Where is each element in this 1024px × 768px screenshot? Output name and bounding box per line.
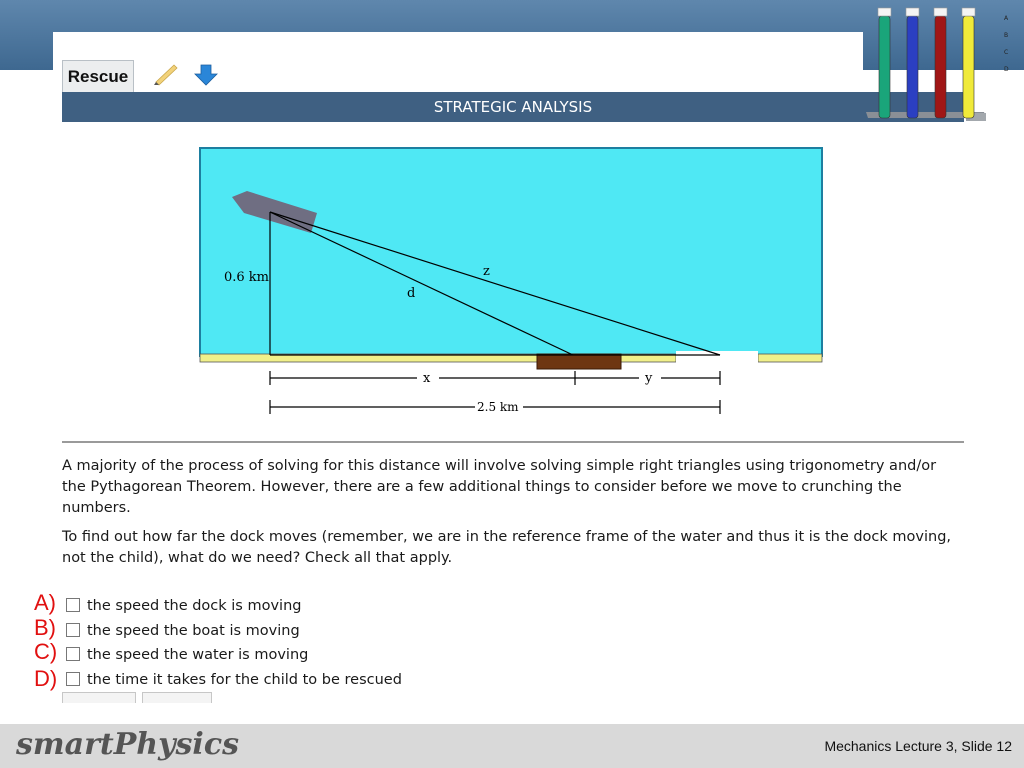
arrow-down-icon[interactable] [193,62,219,88]
tube-cap-b [906,8,919,16]
progress-tubes [866,0,1024,125]
slide-info: Mechanics Lecture 3, Slide 12 [824,738,1012,754]
d-label: d [407,286,416,301]
page-title: STRATEGIC ANALYSIS [62,92,964,122]
water-area [200,148,822,356]
option-a-text[interactable]: the speed the dock is moving [87,598,302,614]
z-label: z [483,264,490,279]
smartphysics-logo: smartPhysics [16,727,239,762]
option-b-text[interactable]: the speed the boat is moving [87,623,300,639]
option-b-letter: B) [34,615,56,640]
rescue-diagram [199,147,825,419]
option-c-checkbox[interactable] [66,647,80,661]
paragraph-question: To find out how far the dock moves (remember, we are in the reference frame of the water and thus it is the dock moving, not the child), what do we need? Check all that apply. [62,529,952,566]
tube-cap-c [934,8,947,16]
tube-label-c: C [1004,49,1009,56]
gap-white [676,351,758,363]
tube-labels [1004,10,1009,78]
option-b-checkbox[interactable] [66,623,80,637]
divider [62,441,964,443]
option-d-checkbox[interactable] [66,672,80,686]
submit-button[interactable] [62,692,136,703]
height-label: 0.6 km [224,270,270,285]
option-d-text[interactable]: the time it takes for the child to be rescued [87,672,402,688]
option-a-letter: A) [34,590,56,615]
tube-label-b: B [1004,32,1009,39]
option-c-text[interactable]: the speed the water is moving [87,647,309,663]
option-a-checkbox[interactable] [66,598,80,612]
total-label: 2.5 km [477,400,519,414]
pencil-icon[interactable] [152,62,180,86]
tab-rescue[interactable]: Rescue [62,60,134,92]
x-label: x [423,371,431,386]
paragraph-intro: A majority of the process of solving for this distance will involve solving simple right triangles using trigonometry and/or the Pythagorean Theorem. However, there are a few additional things to consider before we move to crunching the numbers. [62,458,937,516]
option-d-letter: D) [34,666,58,691]
tube-label-a: A [1004,15,1009,22]
tube-d [963,16,974,118]
next-button[interactable] [142,692,212,703]
option-c-letter: C) [34,639,58,664]
tube-a [879,16,890,118]
dock [537,354,621,369]
y-label: y [645,371,653,386]
tube-cap-d [962,8,975,16]
tube-b [907,16,918,118]
tube-label-d: D [1004,66,1009,73]
tube-c [935,16,946,118]
tube-cap-a [878,8,891,16]
shore-strip-right [758,354,822,362]
